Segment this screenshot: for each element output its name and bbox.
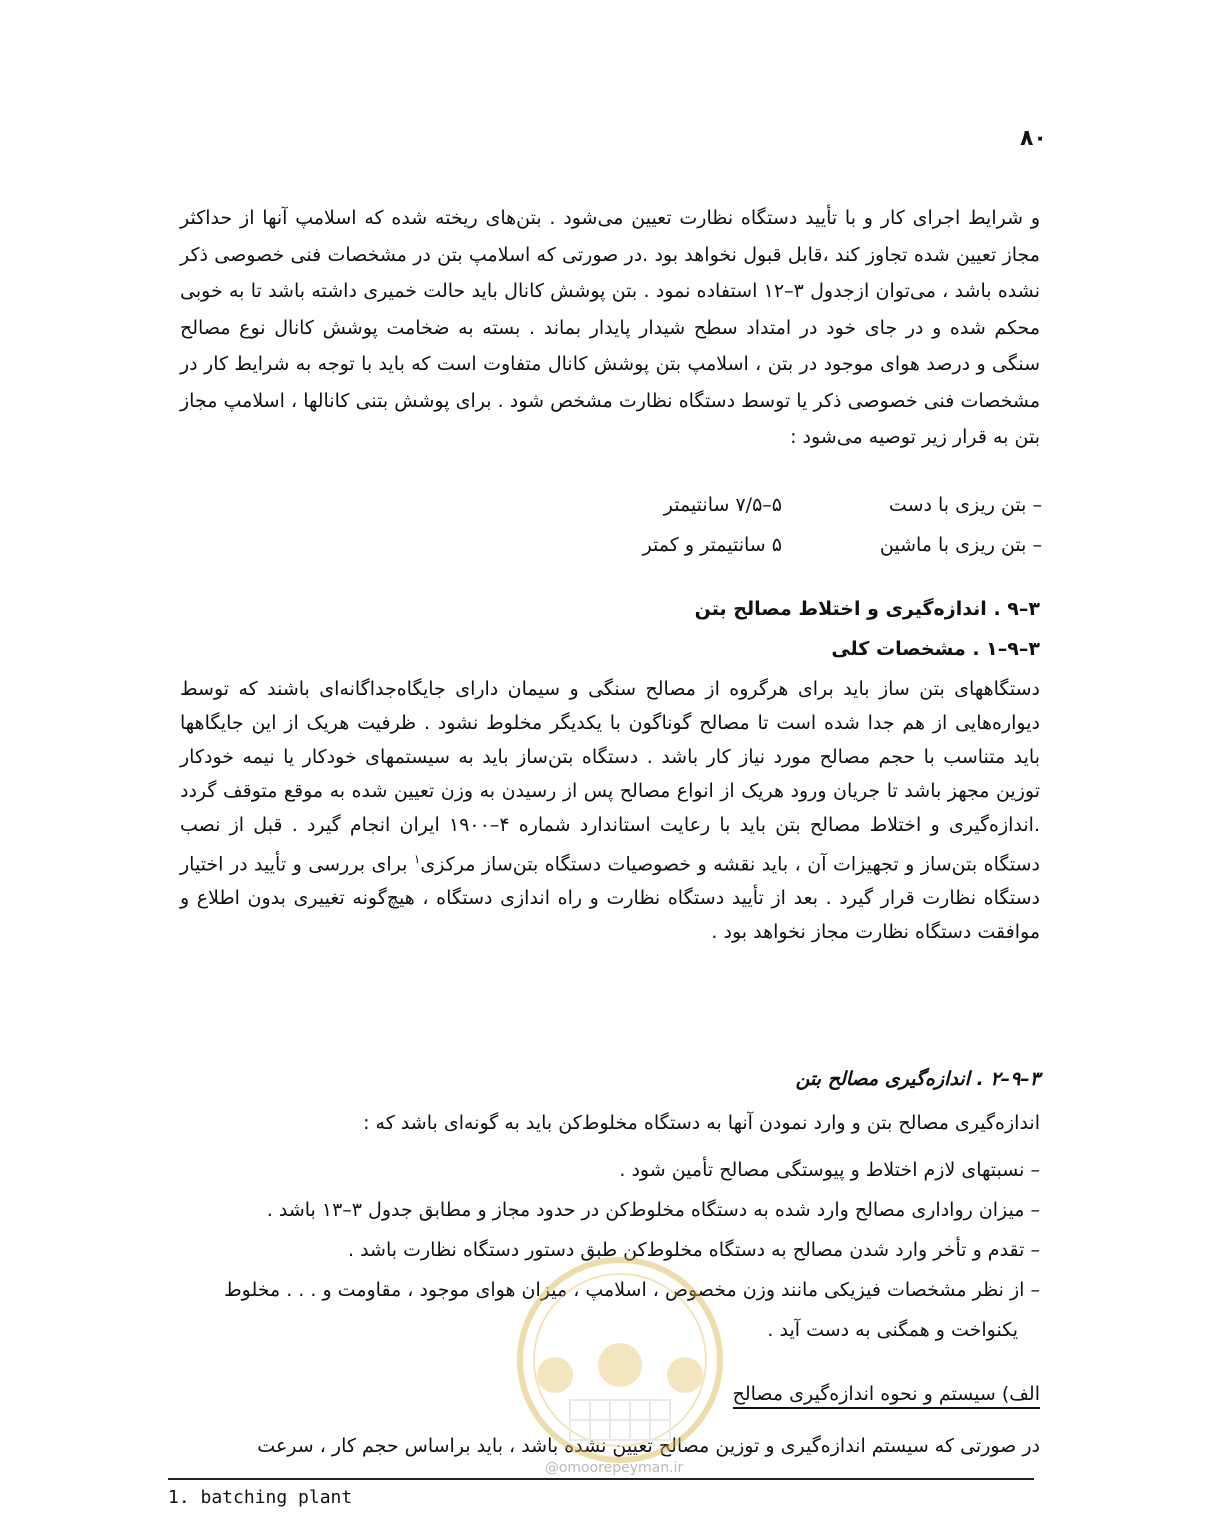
list-item: – از نظر مشخصات فیزیکی مانند وزن مخصوص ، اسلامپ ، میزان هوای موجود ، مقاومت و . . . مخلوط (224, 1279, 1040, 1301)
subsection-heading-alef: الف) سیستم و نحوه اندازه‌گیری مصالح (733, 1383, 1040, 1409)
footnote: 1. batching plant (168, 1487, 353, 1508)
slump-label: – بتن ریزی با ماشین (879, 534, 1042, 556)
footnote-reference: ۱ (413, 852, 421, 866)
slump-label: – بتن ریزی با دست (888, 494, 1042, 516)
list-item: – نسبتهای لازم اختلاط و پیوستگی مصالح تأمین شود . (619, 1159, 1040, 1181)
list-item: – تقدم و تأخر وارد شدن مصالح به دستگاه مخلوط‌کن طبق دستور دستگاه نظارت باشد . (348, 1239, 1040, 1261)
paragraph-measurement-system: در صورتی که سیستم اندازه‌گیری و توزین مصالح تعیین نشده باشد ، باید براساس حجم کار ، سرعت (257, 1435, 1040, 1457)
requirements-list (180, 1150, 1040, 1350)
slump-value: ۵ سانتیمتر و کمتر (642, 534, 782, 556)
paragraph-general-specs-text: دستگاههای بتن ساز باید برای هرگروه از مصالح سنگی و سیمان دارای جایگاه‌جداگانه‌ای باشند که توسط دیواره‌هایی از هم جدا شده است تا مصالح گوناگون با یکدیگر مخلوط نشود . ظرفیت هریک از این جایگاهها باید متناسب با حجم مصالح مورد نیاز کار باشد . دستگاه بتن‌ساز باید به سیستمهای خودکار یا نیمه خودکار توزین مجهز باشد تا جریان ورود هریک از انواع مصالح پس از رسیدن به وزن تعیین شده به موقع متوقف گردد .اندازه‌گیری و اختلاط مصالح بتن باید با رعایت استاندارد شماره ۴–۱۹۰۰ ایران انجام گیرد . قبل از نصب دستگاه بتن‌ساز و تجهیزات آن ، باید نقشه و خصوصیات دستگاه بتن‌ساز مرکزی (180, 678, 1040, 876)
paragraph-measurement-intro: اندازه‌گیری مصالح بتن و وارد نمودن آنها به دستگاه مخلوط‌کن باید به گونه‌ای باشد که : (363, 1112, 1040, 1134)
slump-value: ۵–۷/۵ سانتیمتر (663, 494, 782, 516)
section-heading-3-9-2: ۳–۹–۲ . اندازه‌گیری مصالح بتن (795, 1068, 1040, 1090)
page-number: ۸۰ (1020, 126, 1047, 151)
section-heading-3-9-1: ۳–۹–۱ . مشخصات کلی (831, 638, 1040, 660)
section-heading-3-9: ۳–۹ . اندازه‌گیری و اختلاط مصالح بتن (694, 598, 1040, 620)
watermark-url: @omoorepeyman.ir (544, 1460, 684, 1476)
list-item: – میزان رواداری مصالح وارد شده به دستگاه مخلوط‌کن در حدود مجاز و مطابق جدول ۳–۱۳ باشد . (266, 1199, 1040, 1221)
paragraph-slump-intro: و شرایط اجرای کار و با تأیید دستگاه نظارت تعیین می‌شود . بتن‌های ریخته شده که اسلامپ آنها از حداکثر مجاز تعیین شده تجاوز کند ،قابل قبول نخواهد بود .در صورتی که اسلامپ بتن در مشخصات فنی خصوصی ذکر نشده باشد ، می‌توان ازجدول ۳–۱۲ استفاده نمود . بتن پوشش کانال باید حالت خمیری داشته باشد تا به خوبی محکم شده و در جای خود در امتداد سطح شیدار پایدار بماند . بسته به ضخامت پوشش کانال نوع مصالح سنگی و درصد هوای موجود در بتن ، اسلامپ بتن پوشش کانال متفاوت است که باید با توجه به شرایط کار در مشخصات فنی خصوصی ذکر یا توسط دستگاه نظارت مشخص شود . برای پوشش بتنی کانالها ، اسلامپ مجاز بتن به قرار زیر توصیه می‌شود : (180, 207, 1040, 448)
list-item-continuation: یکنواخت و همگنی به دست آید . (767, 1319, 1018, 1341)
paragraph-general-specs-end: برای بررسی و تأیید در اختیار دستگاه نظارت قرار گیرد . بعد از تأیید دستگاه نظارت و راه اندازی دستگاه ، هیچ‌گونه تغییری بدون اطلاع و موافقت دستگاه نظارت مجاز نخواهد بود . (180, 853, 1040, 944)
footnote-divider (168, 1478, 1034, 1480)
slump-row-machine (560, 534, 1042, 570)
slump-row-hand (560, 494, 1042, 530)
paragraph-general-specs (180, 672, 1040, 949)
